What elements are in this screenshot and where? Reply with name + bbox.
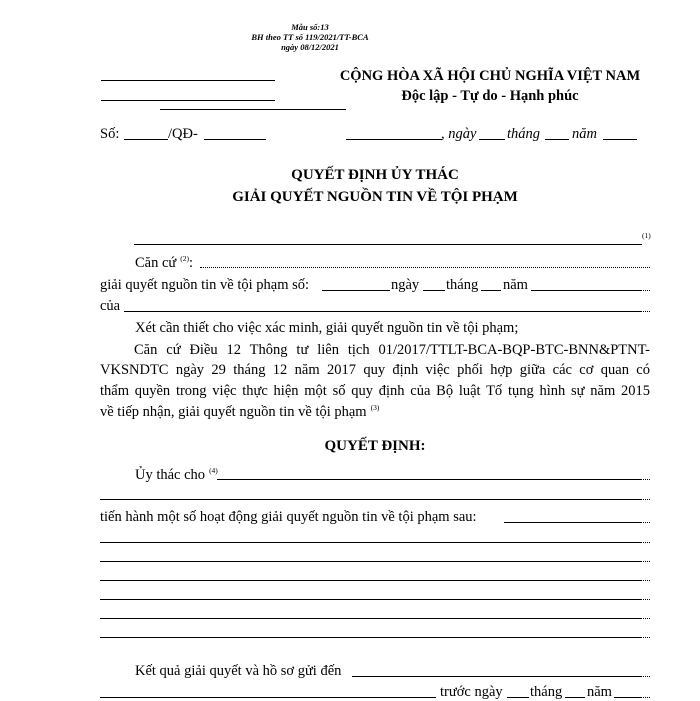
activities-line[interactable] — [100, 618, 641, 619]
year-field[interactable] — [603, 139, 637, 140]
footnote-1: (1) — [642, 231, 651, 240]
thang-label: tháng — [507, 126, 541, 142]
issuer-field[interactable] — [134, 244, 642, 245]
deadline-month-field[interactable] — [565, 697, 585, 698]
title-line1: QUYẾT ĐỊNH ỦY THÁC — [291, 167, 459, 183]
cua-dots — [641, 311, 650, 312]
can-cu-colon: : — [189, 254, 194, 271]
deadline-nam-label: năm — [587, 684, 612, 700]
ket-qua-field[interactable] — [352, 676, 641, 677]
activities-dots — [641, 580, 650, 581]
uy-thac-field-2[interactable] — [100, 499, 641, 500]
country-name: CỘNG HÒA XÃ HỘI CHỦ NGHĨA VIỆT NAM — [339, 68, 641, 84]
deadline-dots — [641, 697, 650, 698]
record-ngay-label: ngày — [391, 277, 420, 293]
decision-heading: QUYẾT ĐỊNH: — [324, 438, 426, 454]
para-line2: VKSNDTC ngày 29 tháng 12 năm 2017 quy định việc phối hợp giữa các cơ quan có — [100, 362, 650, 378]
para-line3: thẩm quyền trong việc thực hiện một số quy định của Bộ luật Tố tụng hình sự năm 2015 — [100, 383, 650, 399]
para-line4-wrap — [100, 403, 379, 421]
record-number-field[interactable] — [322, 290, 390, 291]
footnote-4: (4) — [209, 466, 218, 475]
ket-qua-label: Kết quả giải quyết và hồ sơ gửi đến — [135, 663, 342, 679]
tien-hanh-text: tiến hành một số hoạt động giải quyết nguồn tin về tội phạm sau: — [100, 509, 477, 525]
motto: Độc lập - Tự do - Hạnh phúc — [401, 88, 579, 104]
so-field[interactable] — [124, 139, 168, 140]
motto-underline — [160, 109, 346, 110]
activities-dots — [641, 637, 650, 638]
truoc-ngay-label: trước ngày — [440, 684, 503, 700]
activities-dots — [641, 599, 650, 600]
activities-dots — [641, 618, 650, 619]
record-dots — [641, 290, 650, 291]
activities-line[interactable] — [100, 637, 641, 638]
para-line4: về tiếp nhận, giải quyết nguồn tin về tội phạm — [100, 403, 367, 420]
activities-dots-0 — [641, 522, 650, 523]
activities-line[interactable] — [100, 599, 641, 600]
agency-line-2[interactable] — [101, 100, 275, 101]
record-nam-label: năm — [503, 277, 528, 293]
form-note — [230, 22, 390, 52]
nam-label: năm — [572, 126, 597, 142]
deadline-year-field[interactable] — [614, 697, 641, 698]
xet-text: Xét cần thiết cho việc xác minh, giải quyết nguồn tin về tội phạm; — [135, 320, 519, 336]
activities-field-0[interactable] — [504, 522, 641, 523]
cua-field[interactable] — [124, 311, 641, 312]
activities-line[interactable] — [100, 561, 641, 562]
can-cu-field[interactable] — [200, 267, 650, 268]
activities-dots — [641, 542, 650, 543]
title-line2: GIẢI QUYẾT NGUỒN TIN VỀ TỘI PHẠM — [232, 189, 518, 205]
month-field[interactable] — [545, 139, 569, 140]
qd-label: /QĐ- — [168, 126, 198, 142]
form-note-line1: Mẫu số:13 — [291, 22, 329, 32]
deadline-thang-label: tháng — [530, 684, 563, 700]
record-year-field[interactable] — [531, 290, 641, 291]
para-line1: Căn cứ Điều 12 Thông tư liên tịch 01/2017/TTLT-BCA-BQP-BTC-BNN&PTNT- — [134, 342, 650, 358]
uy-thac-dots — [641, 479, 650, 480]
recipient-field[interactable] — [100, 697, 436, 698]
deadline-day-field[interactable] — [507, 697, 529, 698]
record-month-field[interactable] — [481, 290, 501, 291]
footnote-3: (3) — [370, 403, 380, 412]
form-note-line3: ngày 08/12/2021 — [281, 42, 339, 52]
uy-thac-label-wrap — [135, 466, 218, 484]
qd-field[interactable] — [204, 139, 266, 140]
cua-label: của — [100, 298, 121, 314]
activities-line[interactable] — [100, 542, 641, 543]
ngay-label: , ngày — [441, 126, 477, 142]
activities-line[interactable] — [100, 580, 641, 581]
so-label: Số: — [100, 126, 120, 142]
record-thang-label: tháng — [446, 277, 479, 293]
agency-line-1[interactable] — [101, 80, 275, 81]
can-cu-label — [135, 254, 193, 272]
place-field[interactable] — [346, 139, 442, 140]
can-cu-text: Căn cứ — [135, 254, 177, 271]
record-day-field[interactable] — [423, 290, 445, 291]
form-note-line2: BH theo TT số 119/2021/TT-BCA — [251, 32, 369, 42]
uy-thac-field[interactable] — [217, 479, 641, 480]
uy-thac-label: Ủy thác cho — [135, 466, 206, 483]
day-field[interactable] — [479, 139, 505, 140]
ket-qua-dots — [641, 676, 650, 677]
activities-dots — [641, 561, 650, 562]
footnote-2: (2) — [180, 254, 190, 263]
uy-thac-dots-2 — [641, 499, 650, 500]
giai-quyet-label: giải quyết nguồn tin về tội phạm số: — [100, 277, 310, 293]
